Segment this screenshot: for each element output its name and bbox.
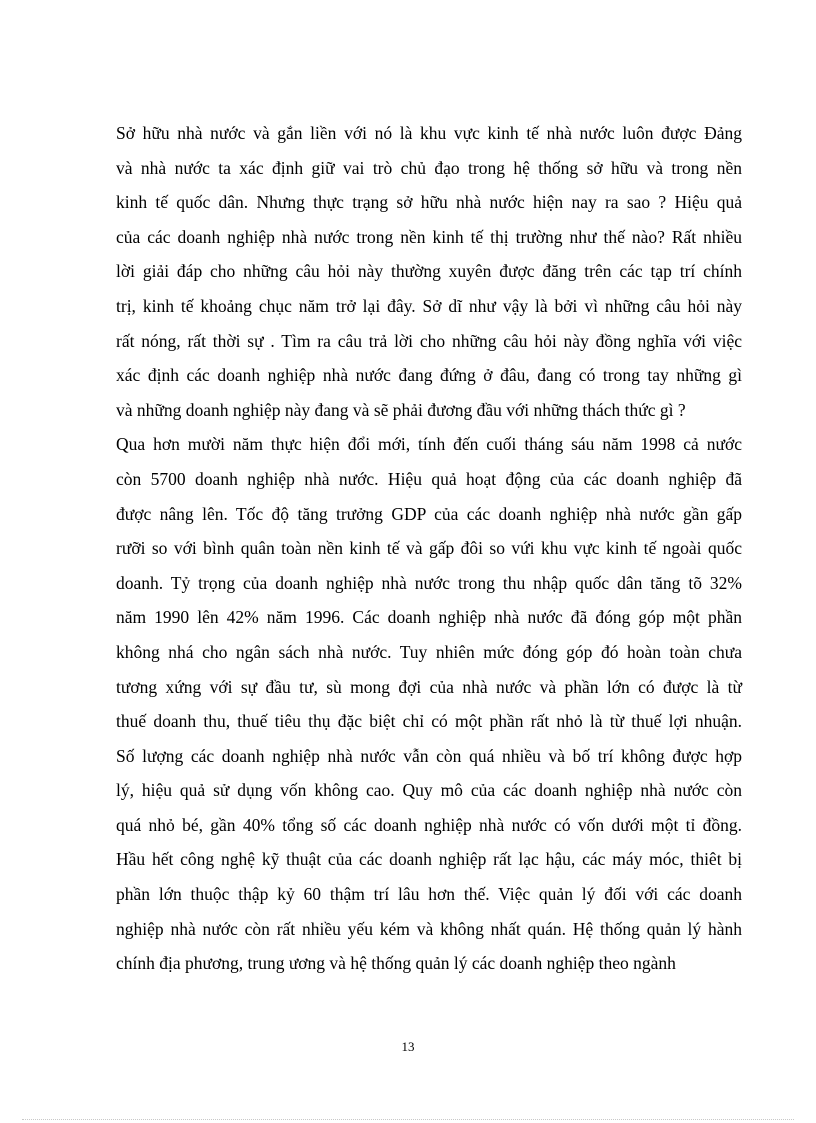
text-line: lý, hiệu quả sử dụng vốn không cao. Quy mô của các doanh nghiệp nhà nước còn	[116, 780, 742, 801]
text-line: của các doanh nghiệp nhà nước trong nền kinh tế thị trường như thế nào? Rất nhiều	[116, 226, 742, 247]
text-line: tương xứng với sự đầu tư, sù mong đợi của nhà nước và phần lớn có được là từ	[116, 676, 742, 697]
text-line: Qua hơn mười năm thực hiện đổi mới, tính đến cuối tháng sáu năm 1998 cả nước	[116, 434, 742, 455]
body-text	[116, 116, 742, 981]
text-line: rưỡi so với bình quân toàn nền kinh tế và gấp đôi so vứi khu vực kinh tế ngoài quốc	[116, 538, 742, 559]
text-line: trị, kinh tế khoảng chục năm trở lại đây. Sở dĩ như vậy là bởi vì những câu hỏi này	[116, 295, 742, 316]
text-line: rất nóng, rất thời sự . Tìm ra câu trả lời cho những câu hỏi này đồng nghĩa với việc	[116, 330, 742, 351]
text-line: chính địa phương, trung ương và hệ thống quản lý các doanh nghiệp theo ngành	[116, 953, 676, 974]
text-line: kinh tế quốc dân. Nhưng thực trạng sở hữu nhà nước hiện nay ra sao ? Hiệu quả	[116, 192, 742, 213]
text-line: quá nhỏ bé, gần 40% tổng số các doanh nghiệp nhà nước có vốn dưới một tỉ đồng.	[116, 814, 742, 835]
text-line: và những doanh nghiệp này đang và sẽ phải đương đầu với những thách thức gì ?	[116, 399, 686, 420]
text-line: năm 1990 lên 42% năm 1996. Các doanh nghiệp nhà nước đã đóng góp một phần	[116, 607, 742, 628]
text-line: xác định các doanh nghiệp nhà nước đang đứng ở đâu, đang có trong tay những gì	[116, 365, 742, 386]
text-line: được nâng lên. Tốc độ tăng trưởng GDP của các doanh nghiệp nhà nước gần gấp	[116, 503, 742, 524]
page-number: 13	[401, 1039, 415, 1054]
text-line: còn 5700 doanh nghiệp nhà nước. Hiệu quả hoạt động của các doanh nghiệp đã	[116, 468, 742, 489]
text-line: không nhá cho ngân sách nhà nước. Tuy nhiên mức đóng góp đó hoàn toàn chưa	[116, 641, 742, 662]
text-line: thuế doanh thu, thuế tiêu thụ đặc biệt chỉ có một phần rất nhỏ là từ thuế lợi nhuận.	[116, 711, 742, 732]
text-line: doanh. Tỷ trọng của doanh nghiệp nhà nước trong thu nhập quốc dân tăng tõ 32%	[116, 572, 742, 593]
text-line: Sở hữu nhà nước và gắn liền với nó là khu vực kinh tế nhà nước luôn được Đảng	[116, 123, 742, 143]
text-line: phần lớn thuộc thập kỷ 60 thậm trí lâu hơn thế. Việc quản lý đối với các doanh	[116, 884, 742, 905]
text-line: lời giải đáp cho những câu hỏi này thường xuyên được đăng trên các tạp trí chính	[116, 261, 742, 282]
text-line: Số lượng các doanh nghiệp nhà nước vẫn còn quá nhiều và bố trí không được hợp	[116, 745, 742, 766]
text-line: nghiệp nhà nước còn rất nhiều yếu kém và không nhất quán. Hệ thống quản lý hành	[116, 918, 742, 939]
page-bottom-edge	[22, 1119, 794, 1120]
text-line: và nhà nước ta xác định giữ vai trò chủ đạo trong hệ thống sở hữu và trong nền	[116, 157, 742, 178]
text-line: Hầu hết công nghệ kỹ thuật của các doanh nghiệp rất lạc hậu, các máy móc, thiêt bị	[116, 849, 742, 870]
